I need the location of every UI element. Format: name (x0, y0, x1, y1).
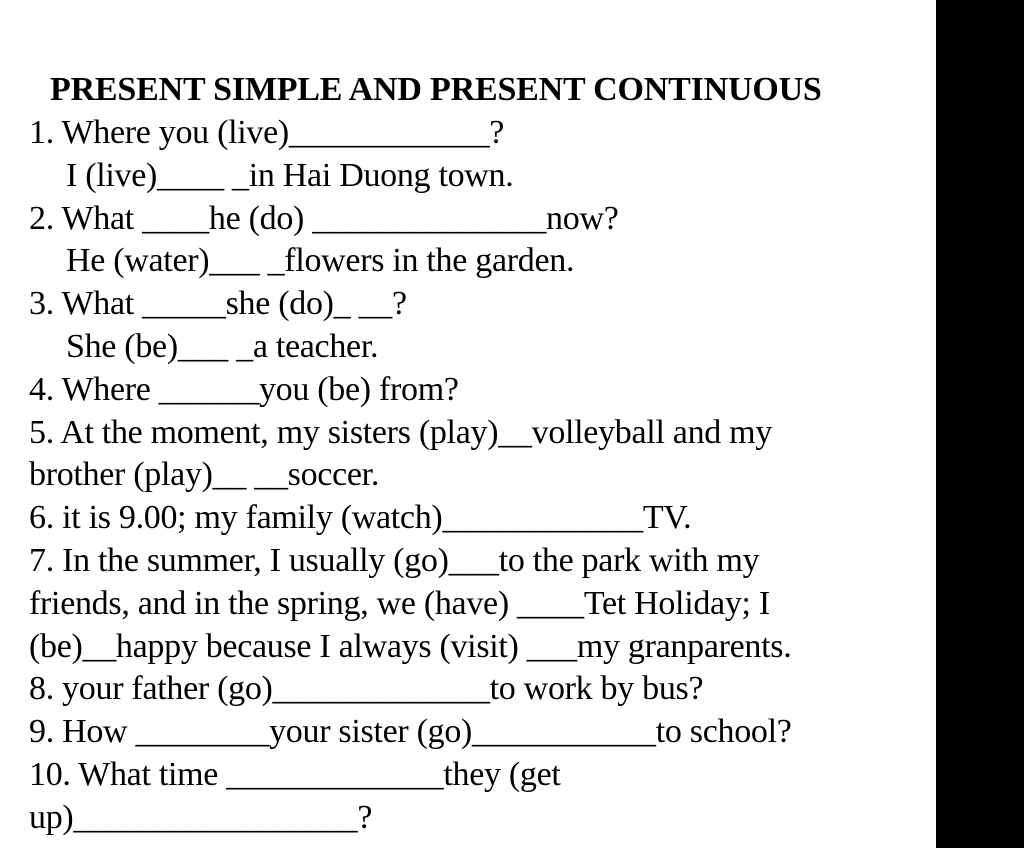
exercise-line-2-answer: He (water)___ _flowers in the garden. (66, 242, 575, 280)
exercise-line-8: 8. your father (go)_____________to work by bus? (29, 670, 704, 708)
exercise-line-5b: brother (play)__ __soccer. (29, 456, 380, 494)
exercise-line-2-question: 2. What ____he (do) ______________now? (29, 199, 619, 237)
exercise-line-5a: 5. At the moment, my sisters (play)__volleyball and my (29, 413, 773, 451)
exercise-line-1-answer: I (live)____ _in Hai Duong town. (66, 156, 514, 194)
exercise-line-7b: friends, and in the spring, we (have) ____Tet Holiday; I (29, 584, 770, 622)
exercise-line-7c: (be)__happy because I always (visit) ___my granparents. (29, 627, 792, 665)
exercise-line-7a: 7. In the summer, I usually (go)___to the park with my (29, 541, 760, 579)
exercise-line-6: 6. it is 9.00; my family (watch)____________TV. (29, 499, 692, 537)
exercise-list (29, 112, 929, 840)
right-black-margin (936, 0, 1024, 848)
exercise-line-3-answer: She (be)___ _a teacher. (66, 327, 379, 365)
exercise-line-4: 4. Where ______you (be) from? (29, 370, 459, 408)
exercise-line-10b: up)_________________? (29, 798, 373, 836)
worksheet-title: PRESENT SIMPLE AND PRESENT CONTINUOUS (50, 71, 822, 108)
exercise-line-9: 9. How ________your sister (go)___________to school? (29, 713, 792, 751)
exercise-line-3-question: 3. What _____she (do)_ __? (29, 285, 407, 323)
exercise-line-1-question: 1. Where you (live)____________? (29, 114, 505, 151)
exercise-line-10a: 10. What time _____________they (get (29, 755, 561, 793)
